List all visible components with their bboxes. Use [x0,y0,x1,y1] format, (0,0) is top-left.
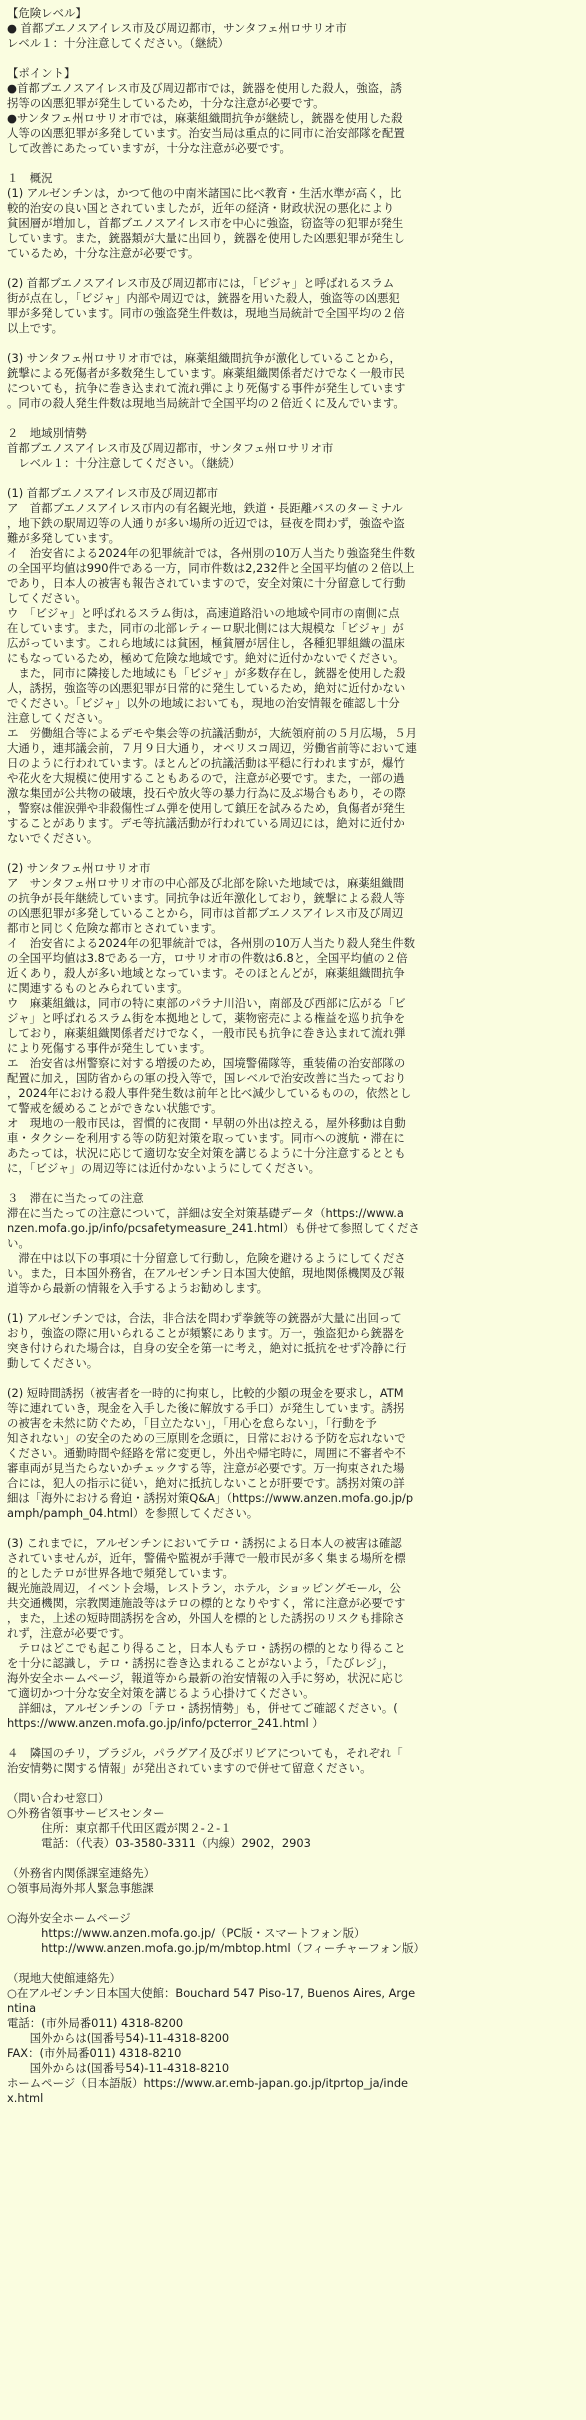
text-line: 滞在に当たっての注意について，詳細は安全対策基礎データ（https://www.a [7,1206,404,1220]
text-line: 突き付けられた場合は，自身の安全を第一に考え，絶対に抵抗をせず冷静に行 [7,1341,407,1355]
text-line: ３ 滞在に当たっての注意 [7,1191,144,1205]
text-line: レベル１：十分注意してください。（継続） [7,36,230,50]
text-line: 銃撃による死傷者が多数発生しています。麻薬組織関係者だけでなく一般市民 [7,366,405,380]
text-line: に関連するものとみられています。 [7,981,189,995]
text-line: 難が多発しています。 [7,531,120,545]
text-line: 都市と同じく危険な都市とされています。 [7,921,223,935]
text-line: についても，抗争に巻き込まれて流れ弾により死傷する事件が発生しています [7,381,406,395]
blank-line [7,1896,579,1911]
text-line: を十分に認識し，テロ・誘拐に巻き込まれることがないよう，「たびレジ」， [7,1656,394,1670]
text-line: nzen.mofa.go.jp/info/pcsafetymeasure_241.html）も併せて参照してくださ [7,1221,420,1235]
text-line: 首都ブエノスアイレス市及び周辺都市，サンタフェ州ロサリオ市 [7,441,334,455]
text-line: 注意してください。 [7,711,110,725]
text-line: 電話：（代表）03-3580-3311（内線）2902，2903 [7,1836,311,1850]
text-line: （問い合わせ窓口） [7,1791,110,1805]
text-line: しており，麻薬組織関係者だけでなく，一般市民も抗争に巻き込まれて流れ弾 [7,1026,406,1040]
text-line: ○在アルゼンチン日本国大使館：Bouchard 547 Piso-17, Buenos Aires, Arge [7,1986,416,2000]
text-line: されていませんが，近年，警備や監視が手薄で一般市民が多く集まる場所を標 [7,1551,406,1565]
text-line: (2) サンタフェ州ロサリオ市 [7,861,151,875]
text-line: １ 概況 [7,171,53,185]
blank-line [7,51,579,66]
text-line: しています。また，銃器類が大量に出回り，銃器を使用した凶悪犯罪が発生し [7,231,405,245]
text-line: の被害を未然に防ぐため，「目立たない」，「用心を怠らない」，「行動を予 [7,1416,377,1430]
text-line: 国外からは(国番号54)-11-4318-8210 [7,2061,230,2075]
text-line: ないでください。 [7,831,99,845]
text-line: 大通り，連邦議会前，７月９日大通り，オベリスコ周辺，労働省前等において連 [7,741,417,755]
text-line: 貧困層が増加し，首都ブエノスアイレス市を中心に強盗，窃盗等の犯罪が発生 [7,216,404,230]
text-line: おり，強盗の際に用いられることが頻繁にあります。万一，強盗犯から銃器を [7,1326,405,1340]
text-line: 海外安全ホームページ，報道等から最新の治安情報の入手に努め，状況に応じ [7,1671,405,1685]
text-line: してください。 [7,591,87,605]
text-line: の凶悪犯罪が多発していることから，同市は首都ブエノスアイレス市及び周辺 [7,906,404,920]
text-line: (3) これまでに，アルゼンチンにおいてテロ・誘拐による日本人の被害は確認 [7,1536,402,1550]
text-line: や花火を大規模に使用することもあるので，注意が必要です。また，一部の過 [7,771,405,785]
blank-line [7,1776,579,1791]
text-line: ntina [7,2001,37,2015]
text-line: ○領事局海外邦人緊急事態課 [7,1881,154,1895]
text-line: テロはどこでも起こり得ること，日本人もテロ・誘拐の標的となり得ること [7,1641,406,1655]
text-line: エ 治安省は州警察に対する増援のため，国境警備隊等，重装備の治安部隊の [7,1056,406,1070]
text-line: 拐等の凶悪犯罪が発生しているため，十分な注意が必要です。 [7,96,325,110]
text-line: 罪が多発しています。同市の強盗発生件数は，現地当局統計で全国平均の２倍 [7,306,405,320]
blank-line [7,1521,579,1536]
text-line: 人等の凶悪犯罪が多発しています。治安当局は重点的に同市に治安部隊を配置 [7,126,405,140]
text-line: 近くあり，殺人が多い地域となっています。そのほとんどが，麻薬組織間抗争 [7,966,405,980]
text-line: (1) アルゼンチンでは，合法，非合法を問わず拳銃等の銃器が大量に出回って [7,1311,402,1325]
blank-line [7,1296,579,1311]
text-line: い。 [7,1236,30,1250]
text-line: 知されない」の安全のための三原則を念頭に，日常における予防を忘れないで [7,1431,406,1445]
text-line: にもなっているため，極めて危険な地域です。絶対に近付かないでください。 [7,651,405,665]
text-line: 詳細は，アルゼンチンの「テロ・誘拐情勢」も，併せてご確認ください。( [7,1701,398,1715]
text-line: ア 首都ブエノスアイレス市内の有名観光地，鉄道・長距離バスのターミナル [7,501,403,515]
text-line: 【危険レベル】 [7,6,87,20]
text-line: （外務省内関係課室連絡先） [7,1866,156,1880]
text-line: に，「ビジャ」の周辺等には近付かないようにしてください。 [7,1161,321,1175]
text-line: あたっては，状況に応じて適切な安全対策を講じるように十分注意するととも [7,1146,406,1160]
text-line: ４ 隣国のチリ，ブラジル，パラグアイ及びボリビアについても，それぞれ「 [7,1746,403,1760]
text-line: により死傷する事件が発生しています。 [7,1041,212,1055]
text-line: 的としたテロが世界各地で頻発しています。 [7,1566,234,1580]
text-line: （現地大使館連絡先） [7,1971,121,1985]
text-line: ，警察は催涙弾や非殺傷性ゴム弾を使用して鎮圧を試みるため，負傷者が発生 [7,801,406,815]
text-line: の全国平均値は990件である一方，同市件数は2,232件と全国平均値の２倍以上 [7,561,415,575]
text-line: て適切かつ十分な安全対策を講じるよう心掛けてください。 [7,1686,315,1700]
text-line: の全国平均値は3.8である一方，ロサリオ市の件数は6.8と，全国平均値の２倍 [7,951,408,965]
text-line: https://www.anzen.mofa.go.jp/（PC版・スマートフォン版） [7,1926,366,1940]
blank-line [7,1731,579,1746]
text-line: ２ 地域別情勢 [7,426,87,440]
blank-line [7,261,579,276]
text-line: ●首都ブエノスアイレス市及び周辺都市では，銃器を使用した殺人，強盗，誘 [7,81,402,95]
text-line: (2) 首都ブエノスアイレス市及び周辺都市には，「ビジャ」と呼ばれるスラム [7,276,395,290]
text-line: 細は「海外における脅迫・誘拐対策Q&A」（https://www.anzen.mofa.go.jp/p [7,1491,414,1505]
text-line: ○外務省領事サービスセンター [7,1806,165,1820]
text-line: また，同市に隣接した地域にも「ビジャ」が多数存在し，銃器を使用した殺 [7,666,406,680]
text-line: て警戒を緩めることができない状態です。 [7,1101,223,1115]
text-line: 治安情勢に関する情報」が発出されていますので併せて留意ください。 [7,1761,372,1775]
blank-line [7,336,579,351]
text-line: 国外からは(国番号54)-11-4318-8200 [7,2031,230,2045]
text-line: エ 労働組合等によるデモや集会等の抗議活動が，大統領府前の５月広場，５月 [7,726,418,740]
text-line: 滞在中は以下の事項に十分留意して行動し，危険を避けるようにしてくださ [7,1251,406,1265]
text-line: https://www.anzen.mofa.go.jp/info/pcterror_241.html ） [7,1716,324,1730]
text-line: であり，日本人の被害も報告されていますので，安全対策に十分留意して行動 [7,576,406,590]
text-line: 広がっています。これら地域には貧困，極貧層が居住し，各種犯罪組織の温床 [7,636,405,650]
blank-line [7,471,579,486]
text-line: 人，誘拐，強盗等の凶悪犯罪が日常的に発生しているため，絶対に近付かない [7,681,406,695]
text-line: ウ 「ビジャ」と呼ばれるスラム街は，高速道路沿いの地域や同市の南側に点 [7,606,400,620]
text-line: 激な集団が公共物の破壊，投石や放火等の暴力行為に及ぶ場合もあり，その際 [7,786,406,800]
text-line: ホームページ（日本語版）https://www.ar.emb-japan.go.jp/itprtop_ja/inde [7,2076,409,2090]
text-line: 動してください。 [7,1356,99,1370]
blank-line [7,1176,579,1191]
text-line: ，また，上述の短時間誘拐を含め，外国人を標的とした誘拐のリスクも排除さ [7,1611,405,1625]
text-line: ，地下鉄の駅周辺等の人通りが多い場所の近辺では，昼夜を問わず，強盗や盗 [7,516,405,530]
text-line: ● 首都ブエノスアイレス市及び周辺都市，サンタフェ州ロサリオ市 [7,21,347,35]
text-line: 電話：(市外局番011) 4318-8200 [7,2016,184,2030]
text-line: 等に連れていき，現金を入手した後に解放する手口）が発生しています。誘拐 [7,1401,405,1415]
blank-line [7,846,579,861]
text-line: FAX：(市外局番011) 4318-8210 [7,2046,182,2060]
text-line: 合には，犯人の指示に従い，絶対に抵抗しないことが肝要です。誘拐対策の詳 [7,1476,405,1490]
text-line: 日のように行われています。ほとんどの抗議活動は平穏に行われますが，爆竹 [7,756,405,770]
text-line: 車・タクシーを利用する等の防犯対策を取っています。同市への渡航・滞在に [7,1131,405,1145]
text-line: 道等から最新の情報を入手するようお勧めします。 [7,1281,269,1295]
text-line: 観光施設周辺，イベント会場，レストラン，ホテル，ショッピングモール，公 [7,1581,401,1595]
text-line: (1) 首都ブエノスアイレス市及び周辺都市 [7,486,219,500]
text-line: れず，注意が必要です。 [7,1626,131,1640]
text-line: 共交通機関，宗教関連施設等はテロの標的となりやすく，常に注意が必要です [7,1596,406,1610]
text-line: 以上です。 [7,321,64,335]
text-line: ○海外安全ホームページ [7,1911,131,1925]
text-line: (2) 短時間誘拐（被害者を一時的に拘束し，比較的少額の現金を要求し，ATM [7,1386,404,1400]
text-line: 在しています。また，同市の北部レティーロ駅北側には大規模な「ビジャ」が [7,621,404,635]
text-line: でください。「ビジャ」以外の地域においても，現地の治安情報を確認し十分 [7,696,400,710]
text-line: 住所：東京都千代田区霞が関２-２-１ [7,1821,232,1835]
text-line: ●サンタフェ州ロサリオ市では，麻薬組織間抗争が継続し，銃器を使用した殺 [7,111,403,125]
blank-line [7,1371,579,1386]
text-line: http://www.anzen.mofa.go.jp/m/mbtop.html（フィーチャーフォン版） [7,1941,425,1955]
blank-line [7,1956,579,1971]
text-line: イ 治安省による2024年の犯罪統計では，各州別の10万人当たり強盗発生件数 [7,546,415,560]
text-line: ，2024年における殺人事件発生数は前年と比べ減少しているものの，依然とし [7,1086,412,1100]
text-line: して改善にあたっていますが，十分な注意が必要です。 [7,141,291,155]
text-line: 。同市の殺人発生件数は現地当局統計で全国平均の２倍近くに及んでいます。 [7,396,405,410]
blank-line [7,156,579,171]
text-line: ください。通勤時間や経路を常に変更し，外出や帰宅時に，周囲に不審者や不 [7,1446,406,1460]
text-line: (1) アルゼンチンは，かつて他の中南米諸国に比べ教育・生活水準が高く，比 [7,186,402,200]
text-line: (3) サンタフェ州ロサリオ市では，麻薬組織間抗争が激化していることから， [7,351,401,365]
text-line: レベル１：十分注意してください。（継続） [7,456,241,470]
text-line: 配置に加え，国防省からの軍の投入等で，国レベルで治安改善に当たっており [7,1071,407,1085]
blank-line [7,411,579,426]
text-line: イ 治安省による2024年の犯罪統計では，各州別の10万人当たり殺人発生件数 [7,936,415,950]
text-line: ジャ」と呼ばれるスラム街を本拠地として，薬物密売による権益を巡り抗争を [7,1011,406,1025]
text-line: ているため，十分な注意が必要です。 [7,246,200,260]
text-line: ア サンタフェ州ロサリオ市の中心部及び北部を除いた地域では，麻薬組織間 [7,876,404,890]
text-line: することがあります。デモ等抗議活動が行われている周辺には，絶対に近付か [7,816,405,830]
text-line: 街が点在し，「ビジャ」内部や周辺では，銃器を用いた殺人，強盗等の凶悪犯 [7,291,400,305]
text-line: い。また，日本国外務省，在アルゼンチン日本国大使館，現地関係機関及び報 [7,1266,405,1280]
text-line: 【ポイント】 [7,66,76,80]
blank-line [7,1851,579,1866]
text-line: オ 現地の一般市民は，習慣的に夜間・早朝の外出は控える，屋外移動は自動 [7,1116,406,1130]
text-line: amph/pamph_04.html）を参照してください。 [7,1506,259,1520]
text-line: 較的治安の良い国とされていましたが，近年の経済・財政状況の悪化により [7,201,395,215]
text-line: の抗争が長年継続しています。同抗争は近年激化しており，銃撃による殺人等 [7,891,405,905]
text-line: x.html [7,2091,44,2105]
text-line: 審車両が見当たらないかチェックする等，注意が必要です。万一拘束された場 [7,1461,405,1475]
text-line: ウ 麻薬組織は，同市の特に東部のパラナ川沿い，南部及び西部に広がる「ビ [7,996,406,1010]
